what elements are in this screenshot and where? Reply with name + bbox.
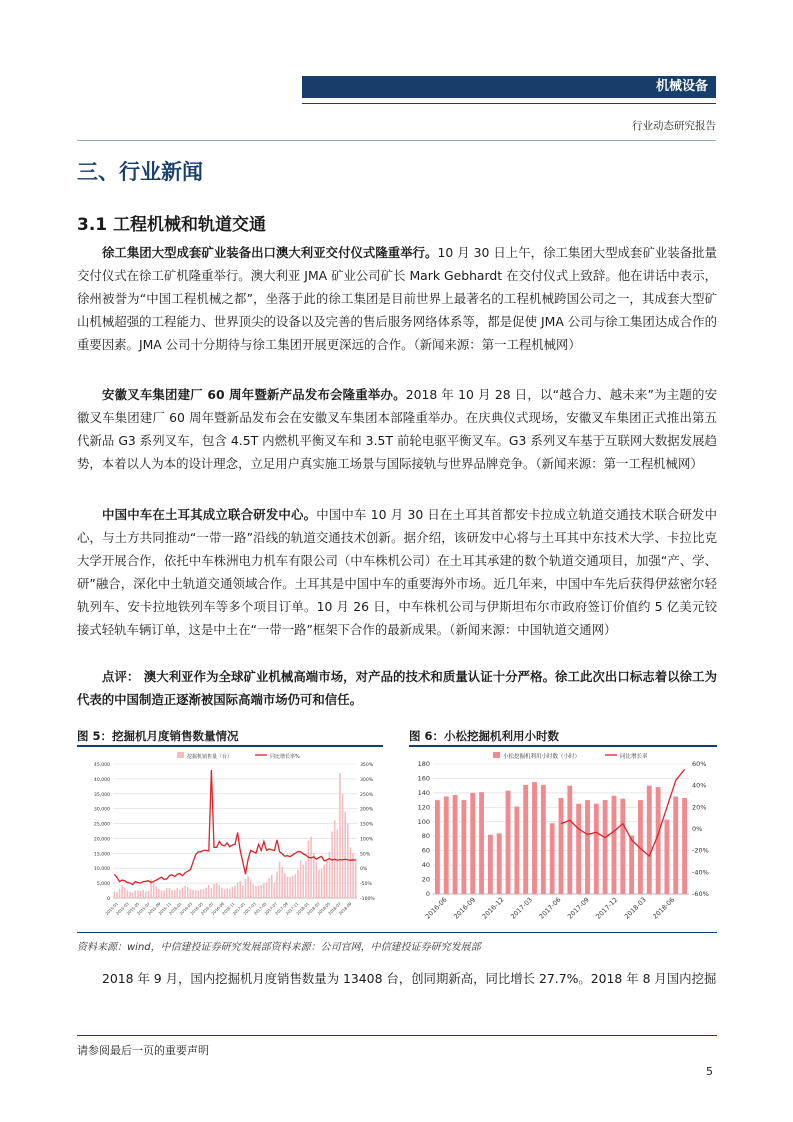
y-right-tick-label: 200%	[360, 807, 374, 813]
data-bar	[453, 795, 458, 894]
data-bar	[339, 773, 341, 898]
y-left-tick-label: 20	[421, 875, 430, 884]
y-left-tick-label: 30,000	[93, 807, 110, 813]
figure-6-title: 图 6：小松挖掘机利用小时数	[409, 729, 560, 743]
data-bar	[148, 891, 150, 898]
data-bar	[656, 787, 661, 894]
data-bar	[323, 865, 325, 898]
legend-bar-swatch	[493, 752, 500, 758]
data-bar	[665, 820, 670, 894]
data-bar	[166, 888, 168, 898]
y-left-tick-label: 180	[417, 760, 430, 768]
data-bar	[274, 883, 276, 898]
header-underline	[302, 103, 716, 104]
y-right-tick-label: 50%	[360, 852, 371, 858]
news-item-xcmg	[77, 241, 717, 356]
data-bar	[281, 867, 283, 898]
data-bar	[153, 881, 155, 898]
data-bar	[318, 870, 320, 898]
data-bar	[163, 891, 165, 898]
data-bar	[114, 891, 116, 898]
x-tick-label: 2016-11	[220, 901, 236, 916]
data-bar	[470, 793, 475, 894]
y-left-tick-label: 40	[421, 861, 430, 870]
data-bar	[224, 889, 226, 898]
header-divider	[77, 140, 716, 141]
x-tick-label: 2015-03	[114, 901, 130, 916]
data-bar	[161, 890, 163, 898]
data-bar	[200, 889, 202, 898]
y-left-tick-label: 25,000	[93, 822, 110, 828]
data-bar	[255, 886, 257, 898]
legend-bar-swatch	[177, 752, 184, 758]
y-left-tick-label: 0	[107, 897, 110, 902]
footer-disclaimer: 请参阅最后一页的重要声明	[77, 1044, 209, 1057]
data-bar	[350, 847, 352, 898]
data-bar	[532, 782, 537, 894]
y-left-tick-label: 60	[421, 846, 430, 855]
data-bar	[169, 888, 171, 898]
x-tick-label: 2015-05	[125, 901, 141, 916]
y-right-tick-label: 60%	[692, 760, 707, 768]
x-tick-label: 2016-06	[423, 895, 449, 921]
data-bar	[145, 891, 147, 898]
data-bar	[523, 785, 528, 894]
data-bar	[127, 890, 129, 898]
x-tick-label: 2018-09	[337, 901, 353, 916]
section-tag: 机械设备	[655, 79, 708, 94]
data-bar	[237, 883, 239, 898]
data-bar	[603, 800, 608, 894]
data-bar	[234, 885, 236, 898]
data-bar	[300, 860, 302, 898]
data-bar	[213, 884, 215, 898]
data-bar	[302, 865, 304, 898]
data-bar	[550, 823, 555, 894]
data-bar	[197, 891, 199, 898]
news-item-anhui-forklift	[77, 383, 717, 475]
x-tick-label: 2016-12	[480, 895, 506, 921]
y-left-tick-label: 80	[421, 832, 430, 841]
x-tick-label: 2017-03	[509, 895, 534, 921]
excavator-sales-chart	[77, 750, 383, 928]
y-right-tick-label: -50%	[360, 882, 372, 888]
data-bar	[129, 892, 131, 898]
yoy-line	[114, 770, 355, 885]
data-bar	[258, 885, 260, 898]
x-tick-label: 2016-05	[189, 901, 204, 916]
x-tick-label: 2015-07	[136, 901, 151, 916]
data-bar	[331, 832, 333, 898]
header-bar	[302, 76, 716, 98]
data-bar	[308, 841, 310, 898]
y-right-tick-label: -60%	[692, 890, 709, 898]
data-bar	[585, 800, 590, 894]
data-bar	[497, 833, 502, 894]
data-bar	[182, 888, 184, 898]
data-bar	[461, 800, 466, 894]
data-bar	[142, 890, 144, 898]
y-left-tick-label: 0	[425, 890, 430, 898]
data-bar	[203, 889, 205, 898]
legend-label: 小松挖掘机利用小时数（小时）	[503, 754, 581, 760]
commentary-text: 点评： 澳大利亚作为全球矿业机械高端市场，对产品的技术和质量认证十分严格。徐工此次出口标志着以徐工为代表的中国制造正逐渐被国际高端市场仍可和信任。	[77, 669, 717, 707]
data-bar	[488, 835, 493, 894]
data-bar	[216, 883, 218, 898]
commentary	[77, 665, 717, 711]
komatsu-hours-chart	[409, 750, 717, 928]
y-right-tick-label: 250%	[360, 792, 374, 798]
y-right-tick-label: 40%	[692, 781, 707, 790]
section-title: 三、行业新闻	[77, 160, 203, 184]
data-bar	[271, 875, 273, 898]
x-tick-label: 2018-05	[316, 901, 332, 916]
x-tick-label: 2017-12	[594, 895, 620, 921]
data-bar	[135, 890, 137, 898]
data-bar	[221, 888, 223, 898]
data-bar	[140, 891, 142, 898]
legend-label: 挖掘机销售量（台）	[187, 754, 233, 760]
x-tick-label: 2018-03	[622, 895, 648, 921]
data-bar	[247, 876, 249, 898]
data-bar	[184, 886, 186, 898]
data-bar	[116, 892, 118, 898]
y-left-tick-label: 40,000	[93, 777, 110, 783]
legend-label: 同比增长率	[620, 754, 648, 760]
y-left-tick-label: 5,000	[96, 882, 110, 888]
x-tick-label: 2017-09	[273, 901, 289, 916]
source-divider	[77, 932, 717, 933]
source-note: 资料来源：wind，中信建投证券研究发展部资料来源：公司官网，中信建投证券研究发展部	[77, 942, 481, 953]
data-bar	[242, 885, 244, 898]
data-bar	[132, 893, 134, 898]
data-bar	[321, 869, 323, 898]
data-bar	[541, 785, 546, 894]
data-bar	[119, 889, 121, 898]
news-body: 2018 年 10 月 28 日，以“越合力、越未来”为主题的安徽叉车集团建厂 60 周年暨新品发布会在安徽叉车集团本部隆重举办。在庆典仪式现场，安徽叉车集团正式推出第五代新品 G3 系列叉车，包含 4.5T 内燃机平衡叉车和 3.5T 前轮电驱平衡叉车。G3 系列叉车基于互联网大数据发展趋势，本着以人为本的设计理念，立足用户真实施工场景与国际接轨与世界品牌竞争。（新闻来源：第一工程机械网）	[77, 387, 717, 471]
figure-5-title: 图 5：挖掘机月度销售数量情况	[77, 729, 239, 743]
data-bar	[158, 889, 160, 898]
y-right-tick-label: -40%	[692, 868, 709, 877]
x-tick-label: 2017-01	[231, 901, 247, 916]
data-bar	[284, 873, 286, 898]
data-bar	[344, 812, 346, 898]
data-bar	[250, 880, 252, 898]
y-right-tick-label: 100%	[360, 837, 374, 843]
y-left-tick-label: 160	[417, 774, 430, 783]
y-right-tick-label: 350%	[360, 763, 374, 768]
data-bar	[514, 807, 519, 894]
x-tick-label: 2017-11	[284, 901, 300, 916]
footer-divider	[77, 1035, 717, 1036]
y-right-tick-label: 0%	[692, 825, 703, 833]
data-bar	[192, 890, 194, 898]
data-bar	[195, 890, 197, 898]
data-bar	[279, 862, 281, 898]
x-tick-label: 2015-09	[146, 901, 162, 916]
data-bar	[337, 830, 339, 898]
data-bar	[174, 890, 176, 898]
data-bar	[124, 888, 126, 898]
y-right-tick-label: 300%	[360, 777, 374, 783]
data-bar	[208, 885, 210, 898]
data-bar	[239, 881, 241, 898]
x-tick-label: 2017-03	[242, 901, 257, 916]
data-bar	[297, 870, 299, 898]
data-bar	[594, 804, 599, 894]
x-tick-label: 2017-05	[252, 901, 268, 916]
x-tick-label: 2018-06	[651, 895, 677, 921]
data-bar	[260, 885, 262, 898]
data-bar	[156, 886, 158, 898]
y-left-tick-label: 35,000	[93, 792, 110, 798]
x-tick-label: 2017-09	[565, 895, 591, 921]
x-tick-label: 2018-03	[305, 901, 321, 916]
y-left-tick-label: 140	[417, 788, 430, 797]
x-tick-label: 2016-09	[452, 895, 478, 921]
data-bar	[310, 837, 312, 898]
data-bar	[211, 888, 213, 898]
data-bar	[187, 887, 189, 898]
data-bar	[179, 890, 181, 898]
data-bar	[313, 853, 315, 898]
page-number: 5	[706, 1065, 713, 1078]
news-body: 中国中车 10 月 30 日在土耳其首都安卡拉成立轨道交通技术联合研发中心，与土方共同推动“一带一路”沿线的轨道交通技术创新。据介绍，该研发中心将与土耳其中东技术大学、卡拉比克大学开展合作，依托中车株洲电力机车有限公司（中车株机公司）在土耳其承建的数个轨道交通项目，加强“产、学、研”融合，深化中土轨道交通领域合作。土耳其是中国中车的重要海外市场。近几年来，中国中车先后获得伊兹密尔轻轨列车、安卡拉地铁列车等多个项目订单。10 月 26 日，中车株机公司与伊斯坦布尔市政府签订价值约 5 亿美元铰接式轻轨车辆订单，这是中土在“一带一路”框架下合作的最新成果。（新闻来源：中国轨道交通网）	[77, 507, 717, 637]
news-body: 10 月 30 日上午，徐工集团大型成套矿业装备批量交付仪式在徐工矿机隆重举行。澳大利亚 JMA 矿业公司矿长 Mark Gebhardt 在交付仪式上致辞。他在讲话中表示，徐州被誉为“中国工程机械之都”，坐落于此的徐工集团是目前世界上最著名的工程机械跨国公司之一，其成套大型矿山机械超强的工程能力、世界顶尖的设备以及完善的售后服务网络体系等，都是促使 JMA 公司与徐工集团达成合作的重要因素。JMA 公司十分期待与徐工集团开展更深远的合作。（新闻来源：第一工程机械网）	[77, 245, 718, 352]
data-bar	[268, 878, 270, 898]
x-tick-label: 2016-09	[210, 901, 226, 916]
y-left-tick-label: 45,000	[93, 763, 110, 768]
y-right-tick-label: 20%	[692, 803, 707, 812]
data-bar	[245, 879, 247, 898]
y-left-tick-label: 120	[417, 803, 430, 812]
data-bar	[305, 861, 307, 898]
data-bar	[226, 888, 228, 898]
subsection-title: 3.1 工程机械和轨道交通	[77, 215, 267, 235]
data-bar	[506, 791, 511, 894]
data-bar	[218, 885, 220, 898]
data-bar	[647, 786, 652, 894]
data-bar	[287, 877, 289, 898]
y-right-tick-label: -100%	[360, 897, 375, 902]
y-left-tick-label: 15,000	[93, 852, 110, 858]
data-bar	[316, 862, 318, 898]
data-bar	[190, 889, 192, 898]
x-tick-label: 2017-06	[537, 895, 563, 921]
data-bar	[435, 800, 440, 894]
data-bar	[682, 798, 687, 894]
data-bar	[205, 888, 207, 898]
data-bar	[171, 890, 173, 898]
y-right-tick-label: -20%	[692, 846, 709, 855]
data-bar	[176, 888, 178, 898]
data-bar	[326, 861, 328, 898]
y-left-tick-label: 20,000	[93, 837, 110, 843]
x-tick-label: 2018-07	[327, 901, 342, 916]
data-bar	[355, 858, 357, 898]
data-bar	[295, 874, 297, 898]
x-tick-label: 2015-11	[157, 901, 173, 916]
data-bar	[266, 882, 268, 898]
y-left-tick-label: 100	[417, 817, 430, 826]
y-right-tick-label: 0%	[360, 867, 368, 873]
data-bar	[612, 796, 617, 894]
data-bar	[137, 891, 139, 898]
data-bar	[253, 884, 255, 898]
x-tick-label: 2018-01	[295, 901, 310, 916]
news-lead: 中国中车在土耳其成立联合研发中心。	[102, 507, 317, 522]
news-lead: 安徽叉车集团建厂 60 周年暨新产品发布会隆重举办。	[102, 387, 406, 402]
data-bar	[576, 804, 581, 894]
data-bar	[276, 871, 278, 898]
legend-label: 同比增长率%	[270, 754, 300, 760]
figure-5-rule	[77, 745, 383, 747]
data-bar	[263, 883, 265, 898]
x-tick-label: 2016-07	[199, 901, 215, 916]
data-bar	[629, 836, 634, 895]
data-bar	[567, 786, 572, 894]
data-bar	[559, 798, 564, 894]
y-left-tick-label: 10,000	[93, 867, 110, 873]
data-bar	[479, 792, 484, 894]
body-paragraph: 2018 年 9 月，国内挖掘机月度销售数量为 13408 台，创同期新高，同比增长 27.7%。2018 年 8 月国内挖掘	[102, 971, 717, 986]
data-bar	[620, 799, 625, 894]
data-bar	[444, 797, 449, 895]
data-bar	[347, 824, 349, 898]
data-bar	[342, 794, 344, 898]
data-bar	[232, 887, 234, 898]
data-bar	[289, 877, 291, 898]
data-bar	[121, 885, 123, 898]
x-tick-label: 2017-07	[263, 901, 279, 916]
news-item-crrc	[77, 503, 717, 641]
data-bar	[229, 889, 231, 898]
x-tick-label: 2016-01	[167, 901, 183, 916]
figure-6-rule	[409, 745, 717, 747]
report-type: 行业动态研究报告	[632, 120, 716, 132]
x-tick-label: 2015-01	[104, 901, 120, 916]
x-tick-label: 2016-03	[178, 901, 194, 916]
y-right-tick-label: 150%	[360, 822, 374, 828]
data-bar	[673, 797, 678, 895]
data-bar	[292, 876, 294, 898]
news-lead: 徐工集团大型成套矿业装备出口澳大利亚交付仪式隆重举行。	[102, 245, 438, 260]
